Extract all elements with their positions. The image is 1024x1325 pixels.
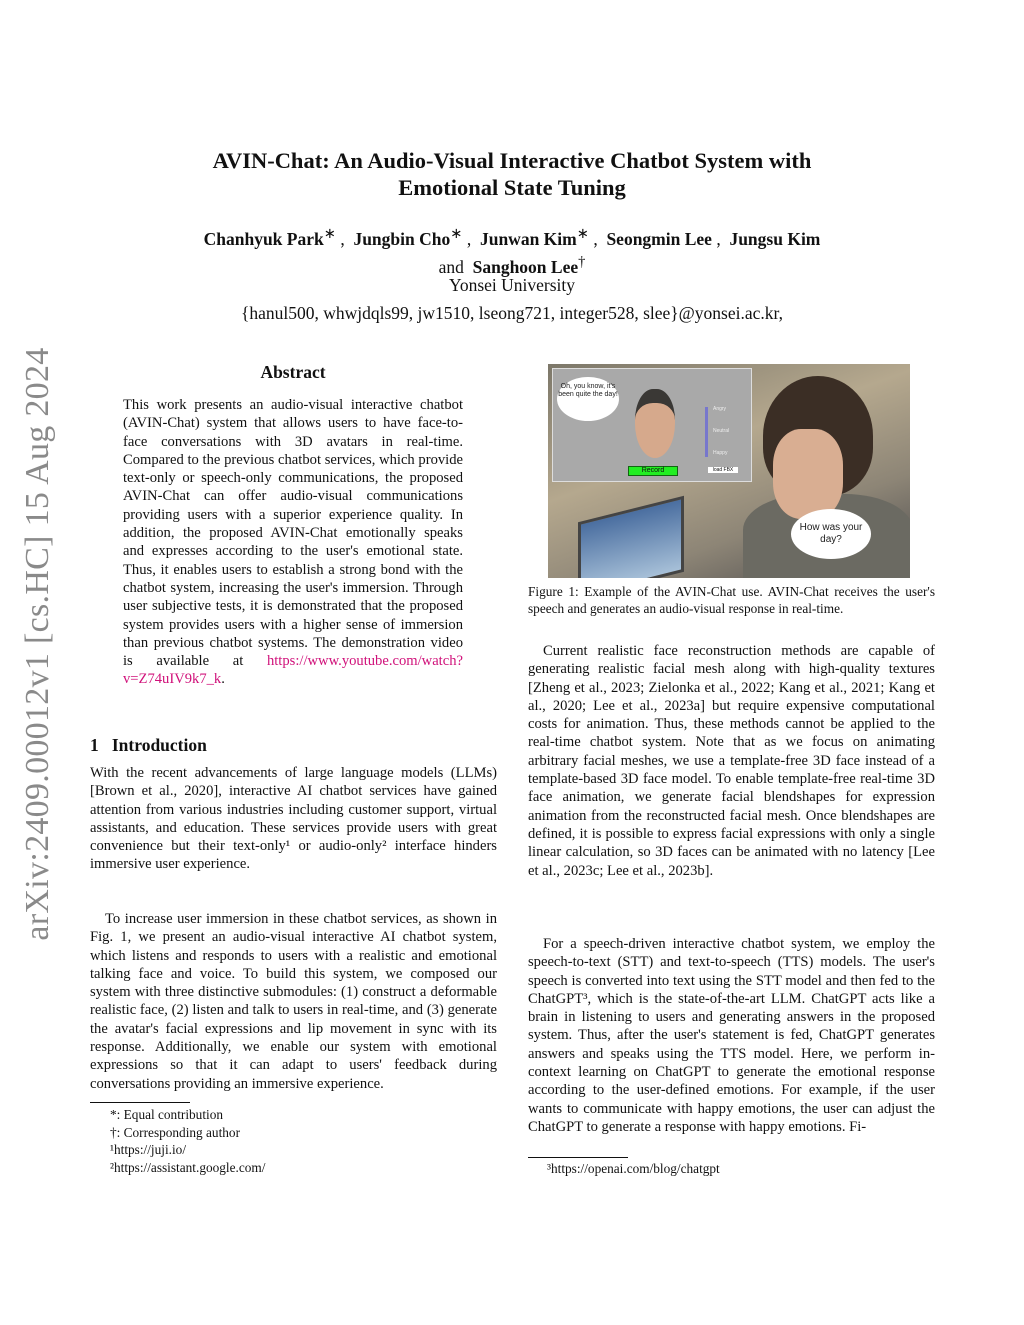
- record-button[interactable]: Record: [628, 466, 678, 476]
- author: Sanghoon Lee: [472, 256, 579, 277]
- title-line: Emotional State Tuning: [398, 175, 626, 200]
- right-paragraph-1: Current realistic face reconstruction methods are capable of generating realistic facial mesh along with high-quality textures [Zheng et al., 2023; Zielonka et al., 2022; Kang et al., 2021; Kang et al., 2020; Lee et al., 2023a] but require expensive computational costs for animation. Thus, these methods cannot be applied to the real-time chatbot system. Note that as we focus on animating arbitrary facial meshes, we use a template-free 3D face instead of a template-based 3D face model. To enable template-free real-time 3D face animation, we generate facial blendshapes for expression animation from the reconstructed facial mesh. Once blendshapes are defined, it is possible to express facial expressions with only a single linear calculation, so 3D faces can be animated with no latency [Lee et al., 2023c; Lee et al., 2023b].: [528, 643, 935, 879]
- footnote[interactable]: ²https://assistant.google.com/: [110, 1159, 266, 1175]
- abstract-text: This work presents an audio-visual interactive chatbot (AVIN-Chat) system that allows users to have face-to-face conversations with 3D avatars in real-time. Compared to the previous chatbot services, which provide text-only or speech-only communications, the proposed AVIN-Chat can offer audio-visual communications providing users with a superior experience quality. In addition, the proposed AVIN-Chat emotionally speaks and expresses according to the user's emotional state. Thus, it enables users to establish a strong bond with the chatbot system, increasing the user's immersion. Through user subjective tests, it is demonstrated that the proposed system provides users with a higher sense of immersion than previous chatbot systems. The demonstration video is available at https://www.youtube.com/watch?v=Z74uIV9k7_k.: [123, 397, 463, 688]
- intro-paragraph-2: To increase user immersion in these chatbot services, as shown in Fig. 1, we present an audio-visual interactive AI chatbot system, which listens and responds to users with a realistic and emotional talking face and voice. To build this system, we composed our system with three distinctive submodules: (1) construct a deformable realistic face, (2) listen and talk to users in real-time, and (3) generate the avatar's facial expressions and lip movement in sync with its response. Additionally, we enable our system with emotional expressions so that it can adapt to users' feedback during conversations providing an immersive experience.: [90, 911, 497, 1092]
- author: Jungsu Kim: [729, 228, 821, 249]
- laptop: [578, 496, 684, 578]
- figure-1-image: [548, 364, 910, 578]
- arxiv-identifier: arXiv:2409.00012v1 [cs.HC] 15 Aug 2024: [19, 347, 56, 941]
- footnote[interactable]: ¹https://juji.io/: [110, 1142, 187, 1157]
- section-heading-introduction: 1 Introduction: [90, 735, 207, 755]
- affiliation: Yonsei University: [448, 275, 576, 295]
- emotion-slider[interactable]: [705, 407, 708, 457]
- demo-video-link[interactable]: https://www.youtube.com/watch?v=Z74uIV9k7_k: [123, 653, 463, 688]
- app-interface: [552, 368, 752, 482]
- person-face: [773, 429, 843, 519]
- title-line: AVIN-Chat: An Audio-Visual Interactive Chatbot System with: [212, 148, 812, 173]
- figure-1-caption: Figure 1: Example of the AVIN-Chat use. AVIN-Chat receives the user's speech and generates an audio-visual response in real-time.: [528, 584, 935, 616]
- footnote: *: Equal contribution: [110, 1107, 224, 1122]
- avatar-speech-bubble: Oh, you know, it's been quite the day!: [557, 377, 619, 421]
- avatar-face: [635, 389, 675, 458]
- author: Chanhyuk Park: [203, 228, 324, 249]
- author: Seongmin Lee: [606, 228, 712, 249]
- author-list: Chanhyuk Park∗ , Jungbin Cho∗ , Junwan Kim∗ , Seongmin Lee , Jungsu Kim and Sanghoon Lee†: [203, 226, 821, 277]
- footnote-rule: [90, 1102, 190, 1103]
- footnote: †: Corresponding author: [110, 1124, 240, 1140]
- slider-label: Neutral: [713, 428, 730, 434]
- footnote-rule: [528, 1157, 628, 1158]
- and-text: and: [438, 256, 464, 277]
- intro-paragraph-1: With the recent advancements of large language models (LLMs) [Brown et al., 2020], interactive AI chatbot services have gained attention from various industries including customer support, virtual assistants, and education. These services provide users with great convenience but their text-only¹ or audio-only² interface hinders immersive user experience.: [90, 765, 497, 873]
- user-speech-bubble: How was your day?: [791, 509, 871, 559]
- author: Junwan Kim: [479, 228, 577, 249]
- abstract-heading: Abstract: [260, 362, 326, 382]
- emails: {hanul500, whwjdqls99, jw1510, lseong721, integer528, slee}@yonsei.ac.kr,: [240, 303, 784, 323]
- footnote-right[interactable]: ³https://openai.com/blog/chatgpt: [547, 1161, 720, 1176]
- slider-label: Angry: [713, 406, 727, 412]
- author: Jungbin Cho: [353, 228, 451, 249]
- footnotes-left: [110, 1106, 265, 1176]
- paper-title: [100, 147, 924, 201]
- slider-label: Happy: [713, 450, 728, 456]
- load-fbx-button[interactable]: load FBX: [708, 467, 738, 473]
- right-paragraph-2: For a speech-driven interactive chatbot system, we employ the speech-to-text (STT) and text-to-speech (TTS) models. The user's speech is converted into text using the STT model and then fed to the ChatGPT³, which is the state-of-the-art LLM. ChatGPT acts like a brain in listening to users and generating answers in the proposed system. Thus, after the user's statement is fed, ChatGPT generates answers and speaks using the TTS model. Here, we perform in-context learning on ChatGPT to generate the emotional response according to the user-defined emotions. For example, if the user wants to communicate with happy emotions, the user can adjust the ChatGPT to generate a response with happy emotions. Fi-: [528, 936, 935, 1135]
